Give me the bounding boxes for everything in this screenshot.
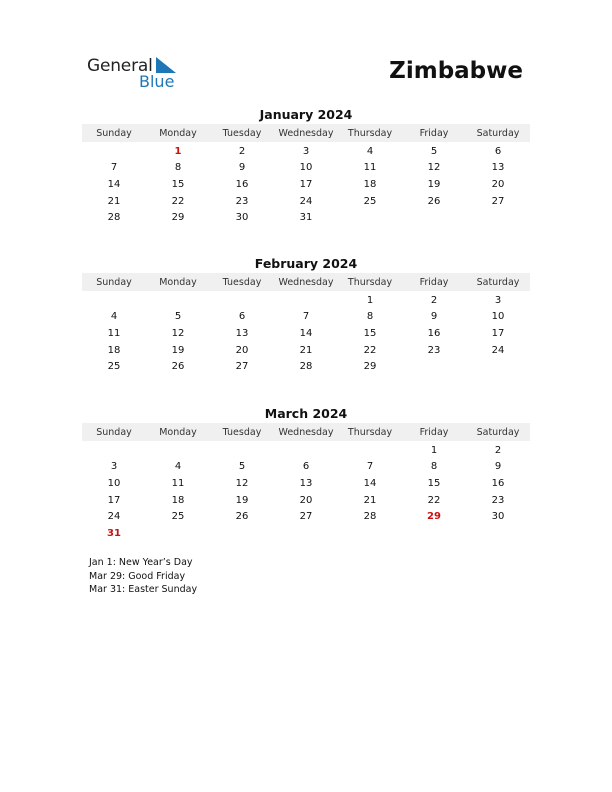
weekday-label: Tuesday bbox=[222, 276, 262, 288]
day-cell: 22 bbox=[171, 195, 185, 207]
day-cell: 13 bbox=[299, 477, 313, 489]
day-cell: 24 bbox=[107, 511, 121, 523]
day-cell: 8 bbox=[174, 162, 182, 174]
weekday-label: Friday bbox=[419, 276, 449, 288]
day-cell: 17 bbox=[299, 178, 313, 190]
day-cell: 30 bbox=[491, 511, 505, 523]
day-cell: 22 bbox=[427, 494, 441, 506]
holiday-entry: Mar 31: Easter Sunday bbox=[89, 584, 198, 595]
day-cell: 21 bbox=[363, 494, 377, 506]
day-cell: 20 bbox=[299, 494, 313, 506]
day-cell: 27 bbox=[299, 511, 313, 523]
day-cell: 21 bbox=[299, 344, 313, 356]
week-row bbox=[82, 176, 530, 193]
day-cell: 7 bbox=[302, 311, 310, 323]
day-cell: 21 bbox=[107, 195, 121, 207]
day-cell: 15 bbox=[171, 178, 185, 190]
day-cell: 11 bbox=[107, 327, 121, 339]
day-cell: 29 bbox=[171, 212, 185, 224]
weekday-label: Sunday bbox=[96, 426, 132, 438]
week-row bbox=[82, 525, 530, 542]
weekday-label: Sunday bbox=[96, 276, 132, 288]
day-cell: 16 bbox=[491, 477, 505, 489]
week-row bbox=[82, 492, 530, 509]
week-row bbox=[82, 358, 530, 375]
weekday-label: Saturday bbox=[476, 127, 520, 139]
week-row bbox=[82, 442, 530, 459]
day-cell: 23 bbox=[491, 494, 505, 506]
day-cell: 19 bbox=[427, 178, 441, 190]
day-cell: 18 bbox=[363, 178, 377, 190]
week-row bbox=[82, 508, 530, 525]
weekday-label: Friday bbox=[419, 127, 449, 139]
month-calendar-january bbox=[82, 106, 530, 226]
weekday-label: Thursday bbox=[347, 276, 393, 288]
day-cell: 5 bbox=[174, 311, 182, 323]
day-cell: 7 bbox=[366, 461, 374, 473]
day-cell: 20 bbox=[491, 178, 505, 190]
weekday-label: Wednesday bbox=[278, 127, 334, 139]
day-cell: 29 bbox=[363, 361, 377, 373]
day-cell: 3 bbox=[494, 294, 502, 306]
day-cell: 20 bbox=[235, 344, 249, 356]
day-cell: 4 bbox=[366, 145, 374, 157]
day-cell: 9 bbox=[430, 311, 438, 323]
day-grid bbox=[82, 292, 530, 375]
day-cell: 25 bbox=[363, 195, 377, 207]
day-cell-holiday: 29 bbox=[427, 511, 441, 523]
weekday-label: Thursday bbox=[347, 426, 393, 438]
day-cell: 16 bbox=[235, 178, 249, 190]
logo-text-general: General bbox=[87, 56, 153, 76]
day-cell: 5 bbox=[238, 461, 246, 473]
day-grid bbox=[82, 143, 530, 226]
holiday-entry: Jan 1: New Year’s Day bbox=[89, 557, 193, 568]
day-cell: 13 bbox=[491, 162, 505, 174]
day-cell: 17 bbox=[491, 327, 505, 339]
day-cell: 12 bbox=[235, 477, 249, 489]
week-row bbox=[82, 209, 530, 226]
day-cell: 18 bbox=[171, 494, 185, 506]
weekday-label: Saturday bbox=[476, 426, 520, 438]
day-cell: 4 bbox=[174, 461, 182, 473]
day-cell: 12 bbox=[171, 327, 185, 339]
day-cell: 26 bbox=[235, 511, 249, 523]
month-title: March 2024 bbox=[264, 406, 348, 421]
week-row bbox=[82, 160, 530, 177]
month-title: January 2024 bbox=[259, 107, 353, 122]
day-cell: 3 bbox=[110, 461, 118, 473]
day-cell: 10 bbox=[299, 162, 313, 174]
day-cell: 13 bbox=[235, 327, 249, 339]
day-cell: 6 bbox=[238, 311, 246, 323]
month-calendar-february bbox=[82, 255, 530, 375]
weekday-header-row bbox=[82, 124, 530, 142]
day-cell-holiday: 1 bbox=[174, 145, 182, 157]
week-row bbox=[82, 342, 530, 359]
weekday-label: Wednesday bbox=[278, 426, 334, 438]
day-cell: 3 bbox=[302, 145, 310, 157]
day-cell-holiday: 31 bbox=[107, 527, 121, 539]
day-cell: 15 bbox=[363, 327, 377, 339]
week-row bbox=[82, 143, 530, 160]
day-cell: 11 bbox=[171, 477, 185, 489]
week-row bbox=[82, 475, 530, 492]
day-cell: 14 bbox=[363, 477, 377, 489]
day-cell: 10 bbox=[491, 311, 505, 323]
weekday-label: Tuesday bbox=[222, 426, 262, 438]
day-cell: 19 bbox=[235, 494, 249, 506]
day-cell: 25 bbox=[107, 361, 121, 373]
day-cell: 8 bbox=[430, 461, 438, 473]
day-cell: 27 bbox=[491, 195, 505, 207]
holiday-entry: Mar 29: Good Friday bbox=[89, 570, 186, 582]
day-cell: 16 bbox=[427, 327, 441, 339]
logo-text-blue: Blue bbox=[139, 72, 175, 91]
day-cell: 6 bbox=[494, 145, 502, 157]
weekday-header-row bbox=[82, 423, 530, 441]
day-cell: 6 bbox=[302, 461, 310, 473]
day-cell: 28 bbox=[363, 511, 377, 523]
day-cell: 26 bbox=[171, 361, 185, 373]
day-cell: 12 bbox=[427, 162, 441, 174]
day-cell: 10 bbox=[107, 477, 121, 489]
day-grid bbox=[82, 442, 530, 542]
day-cell: 14 bbox=[107, 178, 121, 190]
week-row bbox=[82, 292, 530, 309]
week-row bbox=[82, 309, 530, 326]
day-cell: 19 bbox=[171, 344, 185, 356]
logo-triangle-icon bbox=[156, 57, 176, 73]
day-cell: 1 bbox=[430, 444, 438, 456]
day-cell: 9 bbox=[494, 461, 502, 473]
generalblue-logo bbox=[87, 56, 187, 92]
day-cell: 18 bbox=[107, 344, 121, 356]
country-title: Zimbabwe bbox=[389, 58, 523, 84]
day-cell: 24 bbox=[299, 195, 313, 207]
weekday-label: Saturday bbox=[476, 276, 520, 288]
weekday-label: Monday bbox=[159, 127, 197, 139]
weekday-label: Friday bbox=[419, 426, 449, 438]
holiday-list bbox=[89, 556, 197, 597]
day-cell: 23 bbox=[235, 195, 249, 207]
day-cell: 24 bbox=[491, 344, 505, 356]
day-cell: 15 bbox=[427, 477, 441, 489]
day-cell: 7 bbox=[110, 162, 118, 174]
day-cell: 25 bbox=[171, 511, 185, 523]
day-cell: 30 bbox=[235, 212, 249, 224]
day-cell: 28 bbox=[299, 361, 313, 373]
weekday-label: Tuesday bbox=[222, 127, 262, 139]
day-cell: 2 bbox=[430, 294, 438, 306]
week-row bbox=[82, 193, 530, 210]
day-cell: 22 bbox=[363, 344, 377, 356]
day-cell: 14 bbox=[299, 327, 313, 339]
day-cell: 5 bbox=[430, 145, 438, 157]
weekday-label: Wednesday bbox=[278, 276, 334, 288]
day-cell: 8 bbox=[366, 311, 374, 323]
weekday-label: Sunday bbox=[96, 127, 132, 139]
day-cell: 4 bbox=[110, 311, 118, 323]
day-cell: 9 bbox=[238, 162, 246, 174]
day-cell: 17 bbox=[107, 494, 121, 506]
month-calendar-march bbox=[82, 405, 530, 542]
weekday-label: Thursday bbox=[347, 127, 393, 139]
day-cell: 11 bbox=[363, 162, 377, 174]
month-title: February 2024 bbox=[254, 256, 358, 271]
day-cell: 27 bbox=[235, 361, 249, 373]
day-cell: 31 bbox=[299, 212, 313, 224]
weekday-header-row bbox=[82, 273, 530, 291]
week-row bbox=[82, 325, 530, 342]
week-row bbox=[82, 459, 530, 476]
day-cell: 1 bbox=[366, 294, 374, 306]
day-cell: 2 bbox=[238, 145, 246, 157]
day-cell: 2 bbox=[494, 444, 502, 456]
day-cell: 28 bbox=[107, 212, 121, 224]
day-cell: 23 bbox=[427, 344, 441, 356]
weekday-label: Monday bbox=[159, 426, 197, 438]
weekday-label: Monday bbox=[159, 276, 197, 288]
day-cell: 26 bbox=[427, 195, 441, 207]
